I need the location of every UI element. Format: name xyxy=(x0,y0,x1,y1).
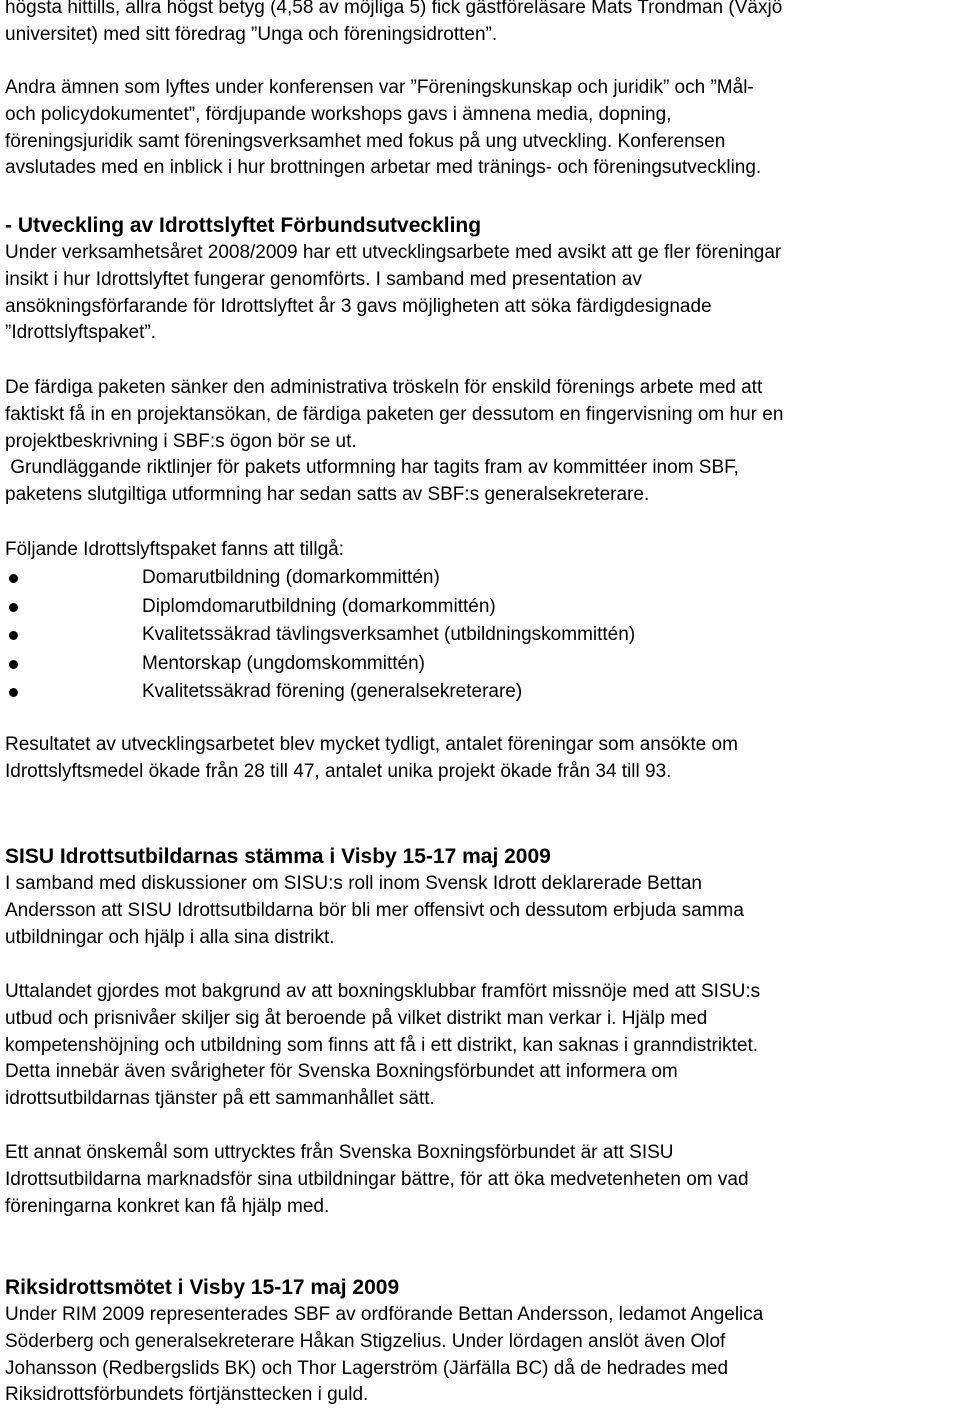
bullet-icon xyxy=(9,603,18,612)
text-line: Andra ämnen som lyftes under konferensen var ”Föreningskunskap och juridik” och ”Mål- xyxy=(5,77,754,98)
list-item xyxy=(5,621,960,650)
list-item-label: Domarutbildning (domarkommittén) xyxy=(142,567,440,588)
text-line: projektbeskrivning i SBF:s ögon bör se ut. xyxy=(5,430,357,452)
text-line: Resultatet av utvecklingsarbetet blev mycket tydligt, antalet föreningar som ansökte om xyxy=(5,734,738,755)
paragraph-packages xyxy=(5,375,783,509)
text-line: Följande Idrottslyftspaket fanns att tillgå: xyxy=(5,539,345,560)
bullet-icon xyxy=(9,631,18,640)
list-item-label: Kvalitetssäkrad förening (generalsekreterare) xyxy=(142,681,523,702)
text-line: föreningsjuridik samt föreningsverksamhet med fokus på ung utveckling. Konferensen xyxy=(5,130,726,152)
text-line: paketens slutgiltiga utformning har sedan satts av SBF:s generalsekreterare. xyxy=(5,484,650,506)
text-line: utbildningar och hjälp i alla sina distrikt. xyxy=(5,926,335,948)
text-line: Riksidrottsförbundets förtjänsttecken i guld. xyxy=(5,1384,369,1406)
text-line: Söderberg och generalsekreterare Håkan Stigzelius. Under lördagen anslöt även Olof xyxy=(5,1330,726,1352)
text-line: faktiskt få in en projektansökan, de färdiga paketen ger dessutom en fingervisning om hur en xyxy=(5,403,784,425)
text-line: Uttalandet gjordes mot bakgrund av att boxningsklubbar framfört missnöje med att SISU:s xyxy=(5,981,761,1002)
section-idrottslyftet xyxy=(5,212,781,347)
text-line: utbud och prisnivåer skiljer sig åt beroende på vilket distrikt man verkar i. Hjälp med xyxy=(5,1007,708,1029)
list-intro xyxy=(5,537,344,564)
list-item-label: Mentorskap (ungdomskommittén) xyxy=(142,652,425,674)
text-line: Idrottslyftsmedel ökade från 28 till 47, antalet unika projekt ökade från 34 till 93. xyxy=(5,760,672,782)
text-line: Idrottsutbildarna marknadsför sina utbildningar bättre, för att öka medvetenheten om vad xyxy=(5,1168,749,1190)
section-sisu xyxy=(5,843,744,951)
list-item-label: Diplomdomarutbildning (domarkommittén) xyxy=(142,595,496,617)
text-line: Ett annat önskemål som uttrycktes från Svenska Boxningsförbundet är att SISU xyxy=(5,1142,674,1163)
list-item xyxy=(5,564,960,593)
text-line: högsta hittills, allra högst betyg (4,58 av möjliga 5) fick gästföreläsare Mats Trondman (Växjö xyxy=(5,0,783,18)
section-riksidrottsmotet xyxy=(5,1274,763,1409)
text-line: Andersson att SISU Idrottsutbildarna bör bli mer offensivt och dessutom erbjuda samma xyxy=(5,899,744,921)
text-line: ”Idrottslyftspaket”. xyxy=(5,322,156,344)
text-line: föreningarna konkret kan få hjälp med. xyxy=(5,1195,330,1217)
section-heading: - Utveckling av Idrottslyftet Förbundsutveckling xyxy=(5,214,482,237)
text-line: insikt i hur Idrottslyftet fungerar genomförts. I samband med presentation av xyxy=(5,268,642,290)
text-line: De färdiga paketen sänker den administrativa tröskeln för enskild förenings arbete med att xyxy=(5,377,763,398)
text-line: I samband med diskussioner om SISU:s roll inom Svensk Idrott deklarerade Bettan xyxy=(5,873,702,894)
text-line: ansökningsförfarande för Idrottslyftet år 3 gavs möjligheten att söka färdigdesignade xyxy=(5,295,712,317)
paragraph-sisu-statement xyxy=(5,979,760,1113)
bullet-icon xyxy=(9,688,18,697)
section-heading: Riksidrottsmötet i Visby 15-17 maj 2009 xyxy=(5,1276,400,1299)
section-heading: SISU Idrottsutbildarnas stämma i Visby 15-17 maj 2009 xyxy=(5,845,551,868)
paragraph-conference-topics xyxy=(5,75,761,182)
list-item xyxy=(5,678,960,707)
paragraph-results xyxy=(5,732,738,786)
package-list xyxy=(5,564,960,707)
text-line: Under verksamhetsåret 2008/2009 har ett utvecklingsarbete med avsikt att ge fler föreningar xyxy=(5,242,782,263)
text-line: universitet) med sitt föredrag ”Unga och föreningsidrotten”. xyxy=(5,23,498,45)
paragraph-intro xyxy=(5,0,782,49)
text-line: Johansson (Redbergslids BK) och Thor Lagerström (Järfälla BC) då de hedrades med xyxy=(5,1357,729,1379)
text-line: avslutades med en inblick i hur brottningen arbetar med tränings- och föreningsutveckling. xyxy=(5,157,762,179)
list-item xyxy=(5,650,960,679)
list-item-label: Kvalitetssäkrad tävlingsverksamhet (utbildningskommittén) xyxy=(142,624,636,645)
bullet-icon xyxy=(9,660,18,669)
text-line: kompetenshöjning och utbildning som finns att få i ett distrikt, kan saknas i granndistriktet. xyxy=(5,1034,759,1056)
text-line: Detta innebär även svårigheter för Svenska Boxningsförbundet att informera om xyxy=(5,1061,678,1083)
list-item xyxy=(5,593,960,622)
text-line: och policydokumentet”, fördjupande workshops gavs i ämnena media, dopning, xyxy=(5,103,672,125)
text-line: Under RIM 2009 representerades SBF av ordförande Bettan Andersson, ledamot Angelica xyxy=(5,1304,764,1325)
text-line: idrottsutbildarnas tjänster på ett sammanhållet sätt. xyxy=(5,1088,435,1110)
paragraph-sisu-wish xyxy=(5,1140,749,1220)
text-line: Grundläggande riktlinjer för pakets utformning har tagits fram av kommittéer inom SBF, xyxy=(5,457,739,479)
bullet-icon xyxy=(9,574,18,583)
